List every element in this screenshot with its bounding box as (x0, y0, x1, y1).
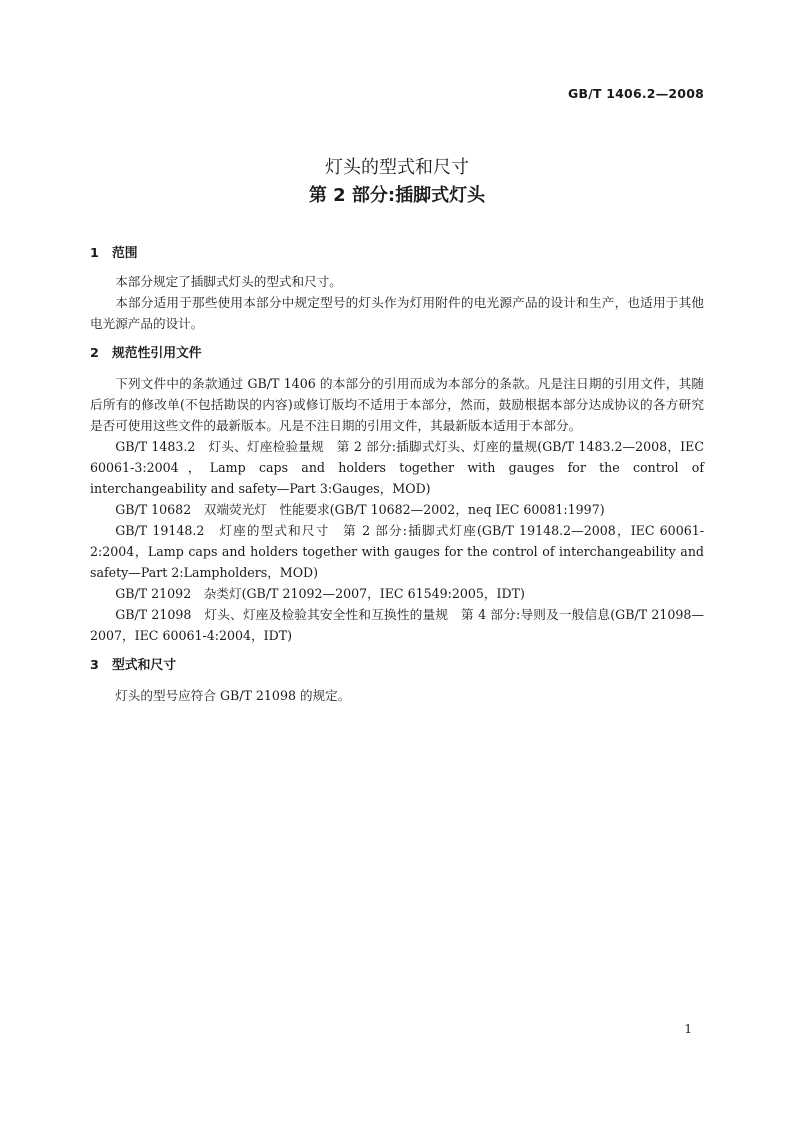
document-body (90, 243, 704, 706)
document-title: 灯头的型式和尺寸 (325, 157, 469, 178)
paragraph: 本部分规定了插脚式灯头的型式和尺寸。 (115, 274, 342, 289)
reference-entry: GB/T 21098 灯头、灯座及检验其安全性和互换性的量规 第 4 部分:导则及一般信息(GB/T 21098—2007，IEC 60061-4:2004，IDT) (90, 607, 704, 643)
document-subtitle: 第 2 部分:插脚式灯头 (308, 185, 486, 206)
section-heading-scope (90, 243, 704, 264)
section-number: 2 (90, 346, 99, 361)
section-number: 3 (90, 658, 99, 673)
paragraph: 灯头的型号应符合 GB/T 21098 的规定。 (115, 688, 351, 703)
section-heading-normative-references (90, 343, 704, 364)
reference-entry: GB/T 21092 杂类灯(GB/T 21092—2007，IEC 61549:2005，IDT) (115, 586, 525, 601)
section-title: 型式和尺寸 (112, 658, 176, 673)
section-heading-types-and-dimensions (90, 655, 704, 676)
section-title: 范围 (112, 246, 138, 261)
section-title: 规范性引用文件 (112, 346, 202, 361)
section-number: 1 (90, 246, 99, 261)
page-number: 1 (684, 1022, 692, 1036)
paragraph: 下列文件中的条款通过 GB/T 1406 的本部分的引用而成为本部分的条款。凡是注日期的引用文件，其随后所有的修改单(不包括勘误的内容)或修订版均不适用于本部分，然而，鼓励根据本部分达成协议的各方研究是否可使用这些文件的最新版本。凡是不注日期的引用文件，其最新版本适用于本部分。 (90, 376, 704, 433)
paragraph: 本部分适用于那些使用本部分中规定型号的灯头作为灯用附件的电光源产品的设计和生产，也适用于其他电光源产品的设计。 (90, 295, 704, 331)
reference-entry: GB/T 1483.2 灯头、灯座检验量规 第 2 部分:插脚式灯头、灯座的量规(GB/T 1483.2—2008，IEC 60061-3:2004，Lamp caps and holders together with gauges for the control of interchangeability and safety—Part 3:Gauges，MOD) (90, 439, 704, 496)
reference-entry: GB/T 19148.2 灯座的型式和尺寸 第 2 部分:插脚式灯座(GB/T 19148.2—2008，IEC 60061-2:2004，Lamp caps and holders together with gauges for the control of interchangeability and safety—Part 2:Lampholders，MOD) (90, 523, 704, 580)
reference-entry: GB/T 10682 双端荧光灯 性能要求(GB/T 10682—2002，neq IEC 60081:1997) (115, 502, 605, 517)
standard-code: GB/T 1406.2—2008 (568, 86, 704, 101)
